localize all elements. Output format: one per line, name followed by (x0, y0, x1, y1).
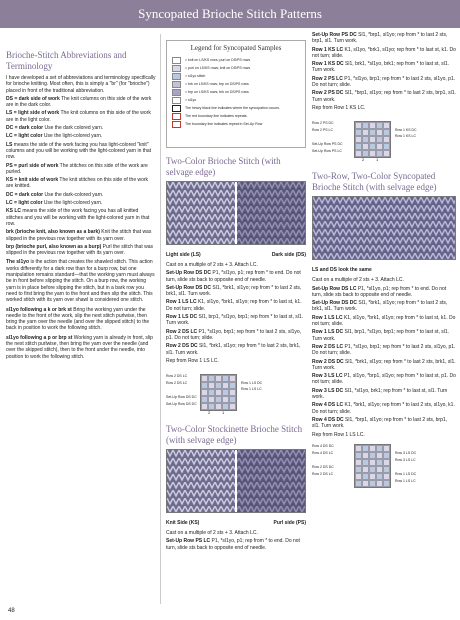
chart-cell (229, 403, 236, 410)
chart-cell (376, 452, 383, 459)
two-color-brioche-captions (166, 252, 306, 258)
chart-cell (376, 150, 383, 157)
chart-cell (222, 403, 229, 410)
stockinette-chart (312, 117, 456, 163)
term-ps: PS = purl side of work The stitches on this side of the work are purled. (6, 162, 148, 175)
chart-cell (201, 403, 208, 410)
chart-cell (208, 403, 215, 410)
chart-cell (229, 382, 236, 389)
s3-row1-ls-lc: Row 1 LS LC K1, sl1yo, *brk1, sl1yo; rep from * to last st, k1. Do not turn; slide. (312, 314, 456, 328)
chart-cell (383, 150, 390, 157)
legend-symbol-icon (172, 89, 181, 96)
ls-ds-same-caption: LS and DS look the same (312, 267, 372, 274)
legend-text: = purl on LS/KS rows; knit on DS/PS rows (185, 66, 251, 70)
right-column (312, 32, 456, 508)
s3-repeat: Rep from Row 1 LS LC. (312, 431, 365, 438)
chart-cell (208, 396, 215, 403)
s3-row4-ds-dc: Row 4 DS DC Sl1, *brp1, sl1yo; rep from * to last 2 sts, brp1, sl1. Turn work. (312, 416, 448, 430)
legend-item (172, 112, 300, 120)
term-dc: DC = dark color Use the dark colored yarn. (6, 125, 104, 132)
syncopated-brioche-photo (312, 196, 456, 260)
s1-row2-ds-dc: Row 2 DS DC Sl1, *brk1, sl1yo; rep from * to last 2 sts, brk1, sl1. Turn work. (166, 343, 301, 356)
legend-text: The heavy black line indicates where the syncopation occurs. (185, 106, 280, 110)
chart-cell (383, 480, 390, 487)
chart-label: Row 4 DS DC (312, 443, 334, 448)
s3-setup-ds-dc: Set-Up Row DS DC Sl1, *brk1, sl1yo; rep from * to last 2 sts, brk1, sl1. Turn work. (312, 300, 448, 313)
chart-cell (355, 122, 362, 129)
chart-label: Row 4 DS LC (312, 450, 334, 455)
purl-side-caption: Purl side (PS) (273, 520, 306, 527)
chart-cell (362, 129, 369, 136)
chart-cell (208, 375, 215, 382)
chart-cell (369, 445, 376, 452)
abbreviations-column (6, 34, 156, 362)
chart-cell (369, 480, 376, 487)
chart-cell (376, 473, 383, 480)
chart-grid (354, 121, 391, 158)
s2-setup-ps-lc: Set-Up Row PS LC P1, *sl1yo, p1; rep from * to end. Do not turn, slide sts back to opposite end of needle. (166, 538, 300, 551)
light-side-caption: Light side (LS) (166, 252, 201, 258)
chart-cell (362, 452, 369, 459)
term-sl1yo-knit: sl1yo following a k or brk st Bring the working yarn under the needle to the front of the work, slip the next stitch purlwise, then bring the yarn over the needle (and over the slipped stitch) to the back in position to work the following stitch. (6, 306, 150, 332)
chart-cell (355, 459, 362, 466)
legend-text: = sl1yo stitch (185, 74, 206, 78)
chart-cell (215, 375, 222, 382)
term-brk: brk (brioche knit, also known as a bark) Knit the stitch that was slipped in the previous row together with its yarn over. (6, 229, 152, 242)
chart-label: Row 2 DS LC (166, 381, 188, 386)
chart-cell (383, 445, 390, 452)
term-brp: brp (brioche purl, also known as a burp) Purl the stitch that was slipped in the previous row together with its yarn over. (6, 243, 153, 257)
chart-grid (354, 444, 391, 488)
chart-cell (201, 382, 208, 389)
chart-cell (229, 389, 236, 396)
s3-row2-ds-lc: Row 2 DS LC P1, *sl1yo, brp1; rep from * to last 2 sts, sl1yo, p1. Do not turn; slide. (312, 343, 456, 357)
chart-cell (383, 452, 390, 459)
chart-cell (201, 396, 208, 403)
knit-side-caption: Knit Side (KS) (166, 520, 200, 527)
chart-label: Row 2 DS LC (166, 374, 188, 379)
chart-cell (222, 382, 229, 389)
chart-cell (355, 143, 362, 150)
chart-cell (383, 143, 390, 150)
legend-symbol-icon (172, 73, 181, 80)
legend-title: Legend for Syncopated Samples (190, 44, 282, 52)
chart-label: Row 1 LS DC (395, 471, 417, 476)
legend-text: The boundary line indicates repeat in Set-Up Row (185, 122, 263, 126)
chart-cell (383, 122, 390, 129)
dark-side-caption: Dark side (DS) (271, 252, 306, 258)
chart-cell (355, 466, 362, 473)
term-ks-lc: KS LC means the side of the work facing you has all knitted stitches and you will be working with the light-colored yarn in that row. (6, 208, 150, 227)
stockinette-captions (166, 520, 306, 526)
legend-symbol-icon (172, 121, 181, 128)
page-header-title: Syncopated Brioche Stitch Patterns (138, 6, 322, 21)
s2-row1-ks-lc: Row 1 KS LC K1, sl1yo, *brk1, sl1yo; rep from * to last st, k1. Do not turn; slide. (312, 46, 456, 59)
term-ds: DS = dark side of work The knit columns on this side of the work are in the dark color. (6, 95, 152, 109)
intro-paragraph: I have developed a set of abbreviations and terminology specifically for brioche knitting. Most often, this is simply a "br" (for "brioche") placed in front of the traditional abbreviation. (6, 75, 156, 94)
term-ks: KS = knit side of work The knit stitches on this side of the work are knitted. (6, 177, 149, 190)
chart-grid (200, 374, 237, 411)
chart-cell (369, 473, 376, 480)
chart-label: Row 2 PS LC (312, 128, 334, 133)
legend-symbol-icon (172, 105, 181, 112)
chart-label: Row 2 DS DC (312, 464, 334, 469)
chart-cell (369, 452, 376, 459)
chart-label: Set-Up Row PS LC (312, 149, 342, 154)
chart-label: Row 1 LS LC (241, 387, 262, 392)
chart-cell (355, 445, 362, 452)
legend-symbol-icon (172, 81, 181, 88)
s1-row2-ds-lc: Row 2 DS LC P1, *sl1yo, brp1; rep from * to last 2 sts, sl1yo, p1. Do not turn; slide. (166, 328, 302, 341)
chart-cell (215, 403, 222, 410)
chart-cell (355, 150, 362, 157)
chart-cell (376, 466, 383, 473)
chart-cell (383, 473, 390, 480)
brioche-chart (166, 370, 306, 416)
chart-label: Row 3 LS LC (395, 457, 416, 462)
chart-cell (362, 136, 369, 143)
s1-row1-ls-lc: Row 1 LS LC K1, sl1yo, *brk1, sl1yo; rep from * to last st, k1. Do not turn; slide. (166, 299, 302, 312)
chart-number: 2 (208, 410, 211, 416)
s2-setup-ps-dc: Set-Up Row PS DC Sl1, *brp1, sl1yo; rep from * to last 2 sts, brp1, sl1. Turn work. (312, 32, 448, 45)
chart-cell (208, 382, 215, 389)
chart-label: Set-Up Row DS DC (166, 402, 197, 407)
legend-item (172, 120, 300, 128)
term-sl1yo: The sl1yo is the action that creates the shawled stitch. This action works differently for a dark row than for a burp row, but one manipulation remains standard—that the working yarn must always be in front before slipping the stitch. On a burp row, the working yarn is in place before slipping the stitch, but in a bark row you need to first bring the yarn to the front and then slip the stitch. This worked stitch with its yarn over shawl is considered one stitch. (6, 259, 155, 304)
chart-cell (383, 466, 390, 473)
chart-cell (383, 136, 390, 143)
chart-cell (362, 143, 369, 150)
middle-column (166, 34, 306, 553)
chart-cell (362, 122, 369, 129)
chart-cell (369, 459, 376, 466)
chart-cell (376, 143, 383, 150)
s3-row4-ds-lc: Row 4 DS LC K1, *brk1, sl1yo; rep from * to last 2 sts, sl1yo, k1. Do not turn; slide. (312, 402, 455, 415)
legend-text: = knit on LS/KS rows; purl on DS/PS rows (185, 58, 251, 62)
chart-cell (229, 375, 236, 382)
chart-label: Row 1 LS DC (241, 381, 263, 386)
term-sl1yo-purl: sl1yo following a p or brp st Working yarn is already in front, slip the next stitch purlwise, then bring the yarn over the needle (and over the skipped stitch), then to the front under the needle, into position to work the following stitch. (6, 334, 153, 360)
chart-cell (383, 459, 390, 466)
chart-cell (222, 375, 229, 382)
syncopated-brioche-heading: Two-Row, Two-Color Syncopated Brioche Stitch (with selvage edge) (312, 171, 437, 193)
legend-text: = brp on LS/KS rows; brk on DS/PS rows (185, 90, 249, 94)
chart-cell (362, 480, 369, 487)
legend-box (166, 40, 306, 148)
chart-label: Row 1 KS LC (395, 134, 417, 139)
chart-cell (355, 129, 362, 136)
syncopated-caption (312, 267, 456, 273)
legend-item (172, 104, 300, 112)
s2-cast-on: Cast on a multiple of 2 sts + 3. Attach LC. (166, 530, 258, 537)
chart-cell (215, 396, 222, 403)
chart-label: Set-Up Row PS DC (312, 142, 343, 147)
chart-cell (201, 375, 208, 382)
legend-item (172, 56, 300, 64)
s1-setup-ds-lc: Set-Up Row DS DC P1, *sl1yo, p1; rep from * to end. Do not turn, slide sts back to opposite end of needle. (166, 270, 301, 283)
term-ls: LS = light side of work The knit columns on this side of the work are in the light color. (6, 110, 151, 123)
chart-label: Row 2 PS DC (312, 121, 334, 126)
s3-row3-ls-dc: Row 3 LS DC Sl1, *sl1yo, brk1; rep from * to last st, sl1. Turn work. (312, 387, 448, 401)
legend-text: The red boundary line indicates repeats. (185, 114, 248, 118)
chart-cell (201, 389, 208, 396)
stockinette-brioche-heading: Two-Color Stockinette Brioche Stitch (with selvage edge) (166, 424, 303, 446)
chart-label: Row 1 KS DC (395, 128, 417, 133)
chart-cell (215, 389, 222, 396)
chart-cell (369, 129, 376, 136)
term-dc-2: DC = dark color Use the dark-colored yarn. (6, 191, 104, 198)
chart-cell (376, 136, 383, 143)
s1-repeat: Rep from Row 1 LS LC. (166, 357, 219, 364)
chart-cell (355, 473, 362, 480)
chart-cell (376, 445, 383, 452)
syncopated-chart (312, 442, 456, 500)
s3-row3-ls-lc: Row 3 LS LC P1, sl1yo, *brp1, sl1yo; rep from * to last st, p1. Do not turn; slide. (312, 373, 456, 386)
legend-item (172, 96, 300, 104)
legend-text: = sl1yo (185, 98, 197, 102)
s2-row1-ks-dc: Row 1 KS DC Sl1, brk1, *sl1yo, brk1; rep from * to last st, sl1. Turn work. (312, 61, 449, 74)
s1-cast-on: Cast on a multiple of 2 sts + 3. Attach LC. (166, 262, 258, 268)
chart-cell (369, 122, 376, 129)
chart-cell (222, 389, 229, 396)
chart-cell (362, 473, 369, 480)
chart-cell (376, 480, 383, 487)
page-number: 48 (8, 608, 15, 614)
chart-cell (369, 150, 376, 157)
s1-setup-ds-dc: Set-Up Row DS DC Sl1, *brk1, sl1yo; rep from * to last 2 sts, brk1, sl1. Turn work. (166, 284, 302, 298)
legend-symbol-icon (172, 113, 181, 120)
chart-cell (376, 459, 383, 466)
chart-cell (355, 136, 362, 143)
legend-item (172, 64, 300, 72)
legend-symbol-icon (172, 97, 181, 104)
stockinette-brioche-photo (166, 449, 306, 513)
s3-cast-on: Cast on a multiple of 2 sts + 3. Attach LC. (312, 277, 404, 284)
chart-cell (369, 466, 376, 473)
s2-row2-ps-dc: Row 2 PS DC Sl1, *brp1, sl1yo; rep from * to last 2 sts, brp1, sl1. Turn work. (312, 90, 456, 103)
chart-number: 2 (362, 157, 365, 163)
chart-cell (369, 136, 376, 143)
term-lc: LC = light color Use the light-colored yarn. (6, 133, 103, 140)
chart-cell (222, 396, 229, 403)
legend-item (172, 88, 300, 96)
legend-item (172, 72, 300, 80)
two-color-brioche-heading: Two-Color Brioche Stitch (with selvage edge) (166, 156, 281, 177)
chart-cell (376, 122, 383, 129)
chart-label: Set-Up Row DS DC (166, 395, 197, 400)
abbreviations-heading: Brioche-Stitch Abbreviations and Terminology (6, 50, 127, 71)
chart-cell (376, 129, 383, 136)
chart-label: Row 1 LS LC (395, 478, 416, 483)
two-color-brioche-photo (166, 181, 306, 245)
s3-row1-ls-dc: Row 1 LS DC Sl1, brp1, *sl1yo, brp1; rep from * to last st, sl1. Turn work. (312, 329, 450, 342)
chart-number: 1 (222, 410, 225, 416)
term-ls-explain: LS means the side of the work facing you has light-colored "knit" columns and you will be working with the light-colored yarn in that row. (6, 141, 152, 161)
chart-label: Row 3 LS DC (395, 450, 417, 455)
page-header (0, 0, 460, 28)
chart-cell (355, 480, 362, 487)
chart-cell (229, 396, 236, 403)
chart-cell (355, 452, 362, 459)
chart-cell (362, 150, 369, 157)
s3-setup-ds-lc: Set-Up Row DS LC P1, *sl1yo, p1; rep from * to end. Do not turn, slide sts back to opposite end of needle. (312, 285, 447, 298)
legend-symbol-icon (172, 57, 181, 64)
chart-cell (362, 466, 369, 473)
s1-row1-ls-dc: Row 1 LS DC Sl1, brp1, *sl1yo, brp1; rep from * to last st, sl1. Turn work. (166, 314, 304, 327)
legend-item (172, 80, 300, 88)
chart-cell (369, 143, 376, 150)
term-lc-2: LC = light color Use the light-colored yarn. (6, 200, 103, 207)
s2-row2-ps-lc: Row 2 PS LC P1, *sl1yo, brp1; rep from * to last 2 sts, sl1yo, p1. Do not turn; slide. (312, 75, 456, 89)
chart-number: 1 (376, 157, 379, 163)
chart-cell (208, 389, 215, 396)
chart-cell (383, 129, 390, 136)
chart-cell (215, 382, 222, 389)
s2-repeat: Rep from Row 1 KS LC. (312, 104, 366, 111)
legend-text: = brk on LS/KS rows; brp on DS/PS rows (185, 82, 249, 86)
s3-row2-ds-dc: Row 2 DS DC Sl1, *brk1, sl1yo; rep from * to last 2 sts, brk1, sl1. Turn work. (312, 358, 456, 371)
chart-cell (362, 445, 369, 452)
chart-label: Row 2 DS LC (312, 471, 334, 476)
legend-symbol-icon (172, 65, 181, 72)
chart-cell (362, 459, 369, 466)
